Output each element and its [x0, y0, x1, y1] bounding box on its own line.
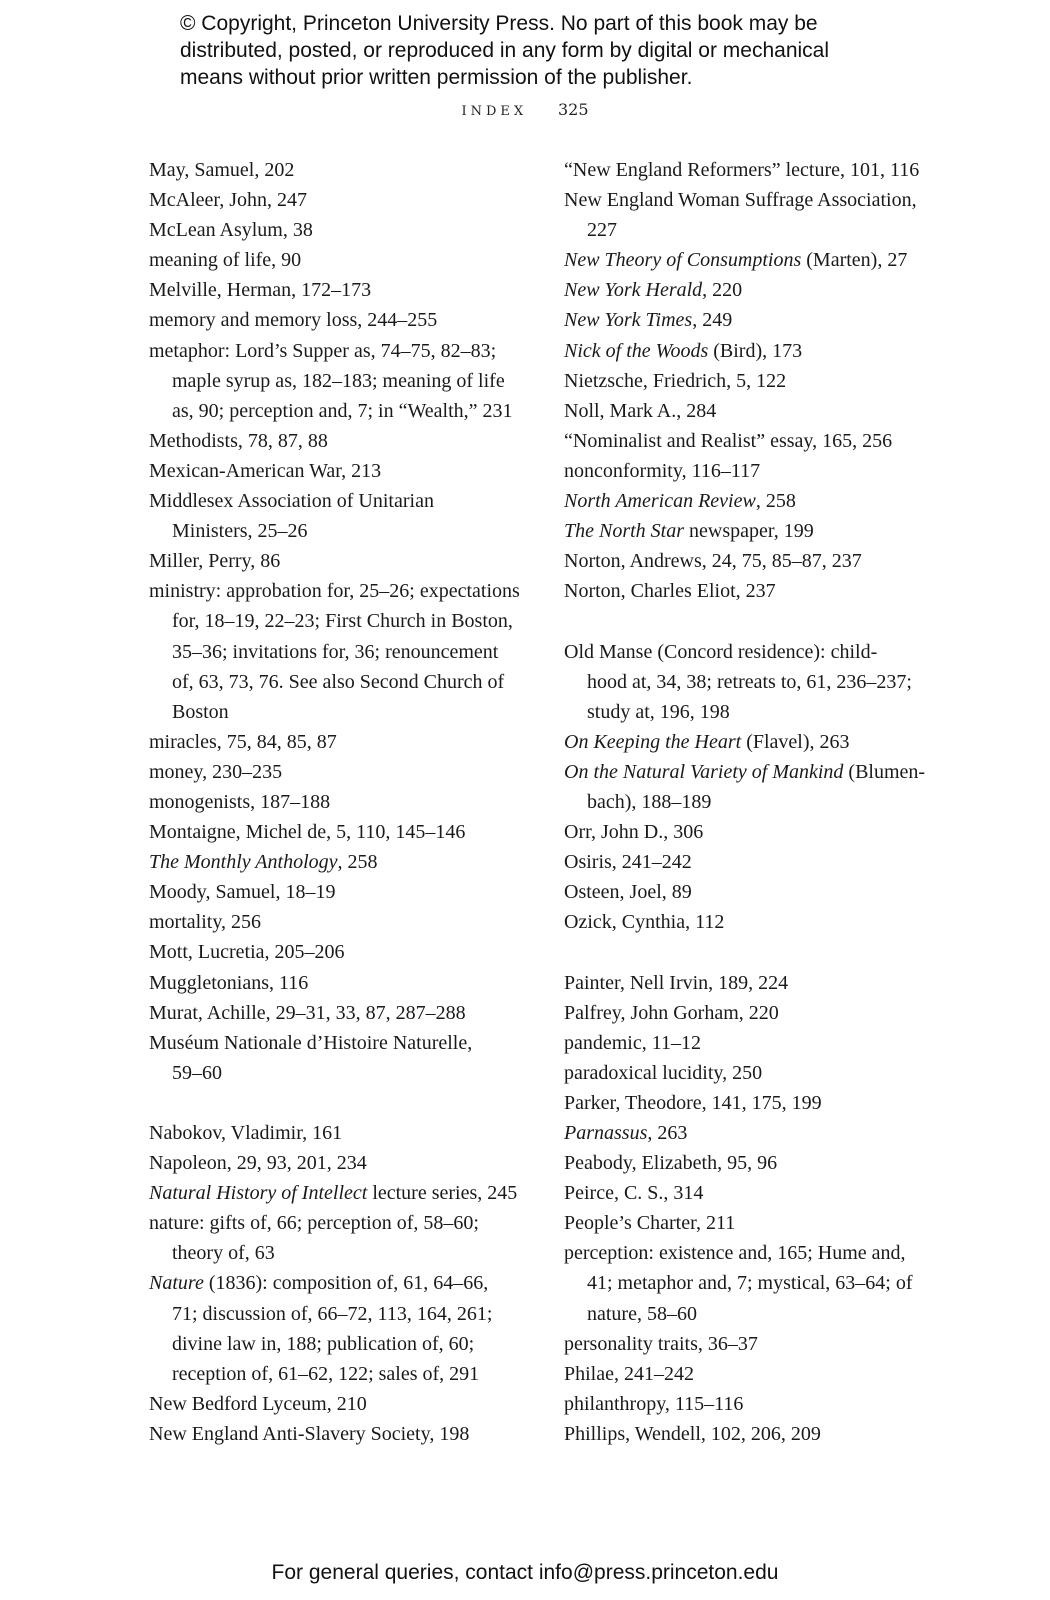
index-entry-line: People’s Charter, 211: [564, 1212, 736, 1235]
index-entry: [149, 727, 529, 757]
index-entry-line: , 249: [692, 309, 733, 332]
index-entry-line: (Blumen-: [843, 760, 926, 783]
index-entry: [149, 456, 529, 486]
index-entry-title: The Monthly Anthology: [149, 851, 338, 874]
index-entry-line: perception: existence and, 165; Hume and,: [564, 1242, 906, 1265]
index-entry: [149, 1028, 529, 1088]
index-entry-line: Osiris, 241–242: [564, 851, 692, 874]
index-entry: [149, 817, 529, 847]
index-entry: [564, 637, 964, 727]
index-entry-line: Methodists, 78, 87, 88: [149, 429, 328, 452]
index-entry: [564, 847, 964, 877]
index-entry-line: 59–60: [172, 1061, 222, 1084]
index-entry-line: , 258: [755, 490, 796, 513]
index-entry-line: Muséum Nationale d’Histoire Naturelle,: [149, 1031, 473, 1054]
index-entry: [149, 546, 529, 576]
index-entry-line: Parker, Theodore, 141, 175, 199: [564, 1091, 822, 1114]
index-entry-line: (1836): composition of, 61, 64–66,: [203, 1272, 489, 1295]
index-entry-line: “Nominalist and Realist” essay, 165, 256: [564, 429, 893, 452]
index-entry-line: New England Woman Suffrage Association,: [564, 189, 917, 212]
index-entry: [149, 486, 529, 546]
index-entry-line: Moody, Samuel, 18–19: [149, 881, 336, 904]
index-entry-line: maple syrup as, 182–183; meaning of life: [172, 369, 505, 392]
index-entry-line: McLean Asylum, 38: [149, 219, 313, 242]
index-entry-title: Nick of the Woods: [564, 339, 709, 362]
index-entry-line: for, 18–19, 22–23; First Church in Boston,: [172, 610, 513, 633]
index-entry: [149, 426, 529, 456]
index-entry: [149, 787, 529, 817]
index-entry-line: mortality, 256: [149, 911, 262, 934]
index-entry: [564, 336, 964, 366]
index-entry-line: Melville, Herman, 172–173: [149, 279, 372, 302]
index-entry-line: theory of, 63: [172, 1242, 275, 1265]
index-entry-line: reception of, 61–62, 122; sales of, 291: [172, 1362, 480, 1385]
index-entry: [149, 155, 529, 185]
index-entry-line: May, Samuel, 202: [149, 159, 295, 181]
index-entry: [564, 275, 964, 305]
index-entry: [564, 757, 964, 817]
index-entry: [564, 1329, 964, 1359]
index-entry-line: Ozick, Cynthia, 112: [564, 911, 725, 934]
index-entry: [149, 245, 529, 275]
index-entry: [564, 1058, 964, 1088]
index-entry-line: , 263: [647, 1122, 688, 1144]
index-entry: [564, 1088, 964, 1118]
letter-group-gap: [149, 1088, 529, 1118]
index-entry-line: 71; discussion of, 66–72, 113, 164, 261;: [172, 1302, 493, 1325]
index-entry: [149, 1178, 529, 1208]
copyright-line: © Copyright, Princeton University Press. No part of this book may be: [180, 12, 818, 35]
index-entry-line: meaning of life, 90: [149, 249, 302, 272]
index-entry-line: Nietzsche, Friedrich, 5, 122: [564, 369, 787, 392]
index-entry-line: Montaigne, Michel de, 5, 110, 145–146: [149, 821, 466, 844]
index-entry: [149, 336, 529, 426]
index-entry-line: Osteen, Joel, 89: [564, 881, 692, 904]
index-entry: [564, 998, 964, 1028]
index-entry: [149, 757, 529, 787]
index-entry-line: (Bird), 173: [708, 339, 803, 362]
letter-group-gap: [564, 937, 964, 967]
index-entry: [564, 1178, 964, 1208]
index-entry-line: lecture series, 245: [367, 1182, 518, 1205]
index-entry: [149, 968, 529, 998]
copyright-line: means without prior written permission of the publisher.: [180, 66, 693, 89]
index-entry-line: Philae, 241–242: [564, 1362, 694, 1385]
index-entry: [149, 305, 529, 335]
index-entry: [564, 968, 964, 998]
index-entry-line: paradoxical lucidity, 250: [564, 1061, 763, 1084]
index-entry-line: Muggletonians, 116: [149, 971, 309, 994]
index-entry: [564, 546, 964, 576]
index-entry-line: monogenists, 187–188: [149, 790, 331, 813]
index-entry: [149, 847, 529, 877]
index-entry-line: Nabokov, Vladimir, 161: [149, 1122, 343, 1144]
index-entry: [564, 245, 964, 275]
index-entry-line: , 258: [337, 851, 378, 874]
index-entry-line: , 220: [702, 279, 743, 302]
index-entry: [149, 185, 529, 215]
index-entry-line: Middlesex Association of Unitarian: [149, 490, 434, 513]
index-entry: [564, 1118, 964, 1148]
index-entry: [149, 576, 529, 726]
index-entry-line: metaphor: Lord’s Supper as, 74–75, 82–83;: [149, 339, 497, 362]
index-entry-line: hood at, 34, 38; retreats to, 61, 236–237;: [587, 670, 912, 693]
index-entry-title: New Theory of Consumptions: [564, 249, 802, 272]
index-entry-line: Peirce, C. S., 314: [564, 1182, 704, 1205]
copyright-notice: [180, 10, 940, 91]
index-entry-line: nature, 58–60: [587, 1302, 697, 1325]
index-entry-line: nonconformity, 116–117: [564, 459, 761, 482]
index-entry: [149, 998, 529, 1028]
index-entry-title: On the Natural Variety of Mankind: [564, 760, 844, 783]
index-entry-line: 41; metaphor and, 7; mystical, 63–64; of: [587, 1272, 913, 1295]
index-entry-title: On Keeping the Heart: [564, 730, 742, 753]
index-entry-line: 35–36; invitations for, 36; renouncement: [172, 640, 499, 663]
index-entry-title: The North Star: [564, 520, 685, 543]
index-entry-line: divine law in, 188; publication of, 60;: [172, 1332, 475, 1355]
index-entry-line: Peabody, Elizabeth, 95, 96: [564, 1152, 778, 1175]
index-entry-title: Natural History of Intellect: [149, 1182, 368, 1205]
index-entry-line: Murat, Achille, 29–31, 33, 87, 287–288: [149, 1001, 466, 1024]
index-entry: [564, 1419, 964, 1449]
index-entry-line: Mexican-American War, 213: [149, 459, 382, 482]
index-entry-line: personality traits, 36–37: [564, 1332, 758, 1355]
index-entry: [564, 396, 964, 426]
index-entry: [564, 1389, 964, 1419]
index-entry: [149, 937, 529, 967]
index-entry: [149, 275, 529, 305]
index-entry: [564, 1028, 964, 1058]
index-entry-line: money, 230–235: [149, 760, 283, 783]
index-entry-title: Parnassus: [564, 1122, 648, 1144]
index-entry-line: of, 63, 73, 76. See also Second Church of: [172, 670, 505, 693]
index-entry-line: bach), 188–189: [587, 790, 712, 813]
index-entry-line: Orr, John D., 306: [564, 821, 704, 844]
copyright-line: distributed, posted, or reproduced in any form by digital or mechanical: [180, 39, 830, 62]
index-entry: [149, 215, 529, 245]
index-entry-line: Boston: [172, 700, 229, 723]
index-entry-line: Noll, Mark A., 284: [564, 399, 717, 422]
index-entry: [149, 1118, 529, 1148]
index-entry: [564, 305, 964, 335]
index-entry-line: McAleer, John, 247: [149, 189, 308, 212]
index-entry-line: Napoleon, 29, 93, 201, 234: [149, 1152, 367, 1175]
index-entry: [564, 486, 964, 516]
index-entry-line: “New England Reformers” lecture, 101, 116: [564, 159, 920, 181]
index-entry: [149, 1389, 529, 1419]
index-entry: [564, 516, 964, 546]
index-entry: [564, 576, 964, 606]
index-entry: [149, 1419, 529, 1449]
index-entry-title: New York Times: [564, 309, 693, 332]
index-entry: [564, 727, 964, 757]
index-entry: [564, 366, 964, 396]
index-column-right: [564, 155, 964, 1449]
index-entry: [564, 1359, 964, 1389]
index-entry: [149, 1268, 529, 1388]
index-entry-line: study at, 196, 198: [587, 700, 730, 723]
index-entry-line: pandemic, 11–12: [564, 1031, 702, 1054]
index-entry-title: New York Herald: [564, 279, 703, 302]
index-entry-line: New England Anti-Slavery Society, 198: [149, 1422, 470, 1445]
index-entry-title: Nature: [149, 1272, 204, 1295]
index-entry-line: ministry: approbation for, 25–26; expectations: [149, 580, 520, 603]
index-entry-line: Ministers, 25–26: [172, 520, 308, 543]
running-head-title: INDEX: [461, 104, 528, 119]
index-entry-line: Norton, Andrews, 24, 75, 85–87, 237: [564, 550, 862, 573]
index-entry: [564, 877, 964, 907]
index-entry-line: philanthropy, 115–116: [564, 1392, 744, 1415]
index-entry-line: miracles, 75, 84, 85, 87: [149, 730, 337, 753]
index-entry-line: Miller, Perry, 86: [149, 550, 281, 573]
letter-group-gap: [564, 606, 964, 636]
index-entry: [149, 877, 529, 907]
index-entry: [564, 817, 964, 847]
footer-contact: For general queries, contact info@press.princeton.edu: [271, 1561, 779, 1584]
index-entry: [564, 155, 964, 185]
index-entry: [564, 907, 964, 937]
index-entry-line: Palfrey, John Gorham, 220: [564, 1001, 779, 1024]
index-entry-line: Painter, Nell Irvin, 189, 224: [564, 971, 789, 994]
index-entry-line: nature: gifts of, 66; perception of, 58–60;: [149, 1212, 479, 1235]
page-number: 325: [557, 100, 589, 119]
index-entry-line: as, 90; perception and, 7; in “Wealth,” 231: [172, 399, 513, 422]
index-entry: [564, 426, 964, 456]
index-entry: [564, 1148, 964, 1178]
index-entry-line: Mott, Lucretia, 205–206: [149, 941, 345, 964]
index-entry-line: New Bedford Lyceum, 210: [149, 1392, 367, 1415]
index-entry-line: 227: [587, 219, 617, 242]
index-entry: [149, 907, 529, 937]
index-entry-line: Norton, Charles Eliot, 237: [564, 580, 776, 603]
index-entry: [564, 1238, 964, 1328]
index-entry: [149, 1148, 529, 1178]
index-entry: [564, 185, 964, 245]
index-entry-title: North American Review: [564, 490, 756, 513]
index-entry: [149, 1208, 529, 1268]
index-entry-line: Phillips, Wendell, 102, 206, 209: [564, 1422, 821, 1445]
index-entry-line: newspaper, 199: [684, 520, 814, 543]
index-entry-line: (Marten), 27: [801, 249, 908, 272]
index-entry-line: (Flavel), 263: [741, 730, 850, 753]
index-entry: [564, 456, 964, 486]
index-entry: [564, 1208, 964, 1238]
index-entry-line: memory and memory loss, 244–255: [149, 309, 438, 332]
index-entry-line: Old Manse (Concord residence): child-: [564, 640, 878, 663]
index-column-left: [149, 155, 529, 1449]
running-head: [0, 100, 1050, 119]
